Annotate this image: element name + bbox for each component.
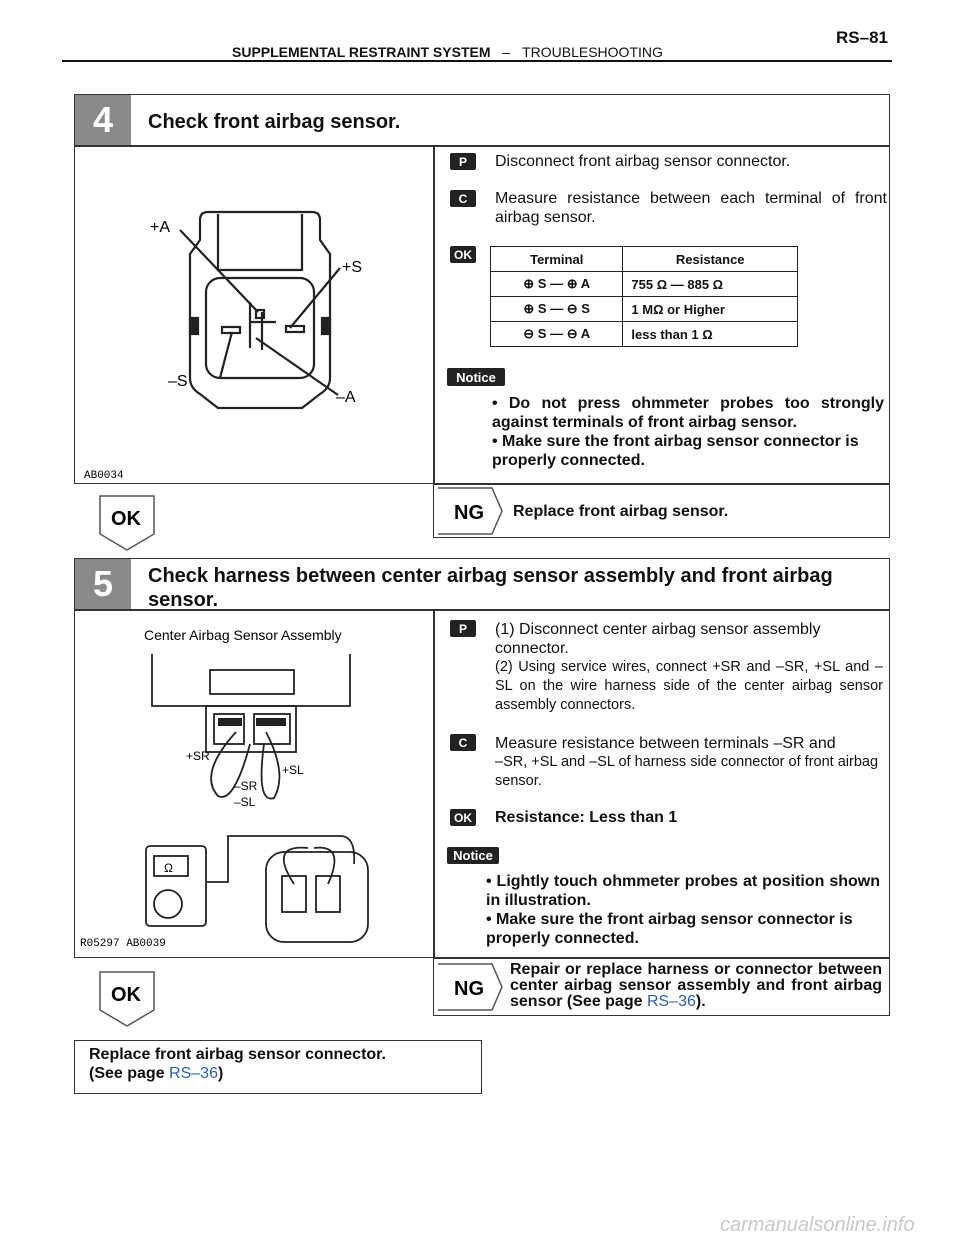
table-row (491, 272, 798, 297)
label-minus-sr: –SR (234, 779, 258, 793)
figure-code-ab0034: AB0034 (84, 470, 124, 480)
step5-ng-flag (436, 962, 506, 1012)
page-link-rs36[interactable]: RS–36 (169, 1065, 218, 1082)
step5-ok-text: Resistance: Less than 1 (495, 809, 678, 826)
table-cell-resistance: less than 1 Ω (623, 322, 798, 347)
prep-tag: P (450, 620, 476, 637)
harness-figure (78, 614, 430, 958)
ok-label: OK (111, 984, 141, 1006)
label-minus-s: –S (168, 373, 188, 390)
table-cell-resistance: 755 Ω — 885 Ω (623, 272, 798, 297)
step4-number: 4 (75, 95, 131, 145)
resistance-table (490, 246, 798, 347)
table-cell-terminal: ⊕ S — ⊕ A (491, 272, 623, 297)
label-plus-sl: +SL (282, 763, 304, 777)
ng-label: NG (454, 502, 484, 524)
label-plus-a: +A (150, 219, 171, 236)
table-header-resistance: Resistance (623, 247, 798, 272)
prep-tag: P (450, 153, 476, 170)
label-plus-s: +S (342, 259, 363, 276)
step4-title: Check front airbag sensor. (148, 111, 401, 133)
step5-title: Check harness between center airbag sensor assembly and front airbag sensor. (148, 565, 833, 611)
label-minus-sl: –SL (234, 795, 256, 809)
ok-tag: OK (450, 809, 476, 826)
step4-title-rule (74, 145, 890, 147)
page-number: RS–81 (836, 28, 888, 47)
step5-ng-action: Repair or replace harness or connector between center airbag sensor assembly and front airbag sensor (See page RS–36). (510, 961, 882, 1010)
table-cell-terminal: ⊕ S — ⊖ S (491, 297, 623, 322)
ng-label: NG (454, 978, 484, 1000)
step4-notice-1: • Do not press ohmmeter probes too strongly against terminals of front airbag sensor. (492, 395, 884, 431)
check-tag: C (450, 190, 476, 207)
step4-ng-action: Replace front airbag sensor. (513, 503, 729, 520)
label-minus-a: –A (336, 389, 356, 406)
final-line-1: Replace front airbag sensor connector. (89, 1046, 386, 1063)
step5-ok-flag (98, 970, 158, 1030)
figure-codes: R05297 AB0039 (80, 938, 166, 950)
step4-ng-flag (436, 486, 506, 536)
label-plus-sr: +SR (186, 749, 210, 763)
step4-check-text: Measure resistance between each terminal of front airbag sensor. (495, 190, 887, 226)
step4-ok-flag (98, 494, 158, 554)
notice-tag: Notice (447, 368, 505, 386)
ok-label: OK (111, 508, 141, 530)
step5-notice-2: • Make sure the front airbag sensor connector is properly connected. (486, 911, 853, 947)
front-airbag-sensor-figure (80, 150, 430, 480)
step5-check-lead: Measure resistance between terminals –SR and (495, 735, 836, 752)
step4-prep-text: Disconnect front airbag sensor connector. (495, 153, 791, 170)
header-section: SUPPLEMENTAL RESTRAINT SYSTEM – TROUBLESHOOTING (232, 44, 663, 60)
step5-prep-2: (2) Using service wires, connect +SR and –SR, +SL and –SL on the wire harness side of the center airbag sensor assembly connectors. (495, 659, 883, 713)
check-tag: C (450, 734, 476, 751)
step5-notice-1: • Lightly touch ohmmeter probes at position shown in illustration. (486, 873, 880, 909)
step5-check-rest: –SR, +SL and –SL of harness side connector of front airbag sensor. (495, 754, 879, 789)
header-rule (62, 60, 892, 62)
table-row (491, 297, 798, 322)
page-link-rs36[interactable]: RS–36 (646, 993, 696, 1010)
table-cell-terminal: ⊖ S — ⊖ A (491, 322, 623, 347)
table-cell-resistance: 1 MΩ or Higher (623, 297, 798, 322)
step5-divider (433, 609, 435, 959)
step5-number: 5 (75, 559, 131, 609)
figure-title: Center Airbag Sensor Assembly (144, 627, 342, 643)
final-line-2: (See page RS–36) (89, 1065, 224, 1082)
ohm-symbol: Ω (164, 861, 173, 875)
table-header-row (491, 247, 798, 272)
notice-tag: Notice (447, 847, 499, 864)
step4-notice-2: • Make sure the front airbag sensor connector is properly connected. (492, 433, 859, 469)
ok-tag: OK (450, 246, 476, 263)
watermark: carmanualsonline.info (720, 1214, 915, 1236)
step4-divider (433, 145, 435, 485)
table-row (491, 322, 798, 347)
step5-prep-1: (1) Disconnect center airbag sensor assembly connector. (495, 621, 821, 657)
final-box (74, 1040, 482, 1094)
table-header-terminal: Terminal (491, 247, 623, 272)
